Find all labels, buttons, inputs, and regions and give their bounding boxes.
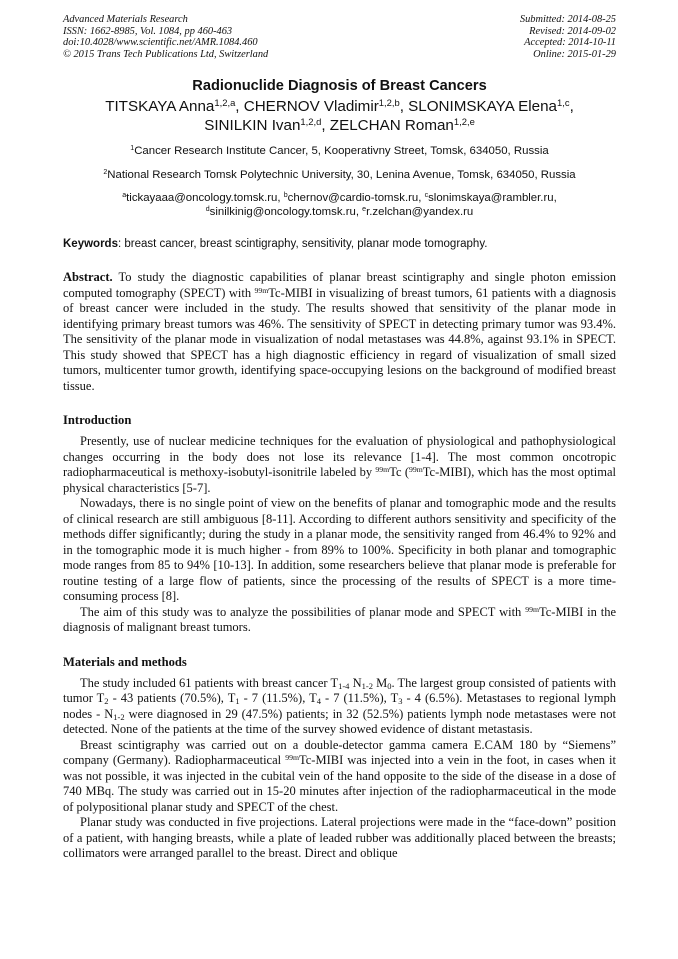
paragraph-text: - 4 (6.5%). Metastases to regional lymph nodes - N bbox=[63, 691, 616, 721]
keywords-text: : breast cancer, breast scintigraphy, sensitivity, planar mode tomography. bbox=[117, 238, 488, 251]
paragraph-text: Tc-MIBI was injected into a vein in the foot, in cases when it was not possible, it was injected in the cubital vein of the hand opposite to the side of the disease in a dose of 740 MBq. The study was carried out in 15-20 minutes after injection of the radiopharmaceutical in the mode of polypositional planar study and SPECT of the chest. bbox=[63, 753, 616, 814]
section-heading-introduction: Introduction bbox=[63, 413, 132, 428]
date-submitted: Submitted: 2014-08-25 bbox=[519, 14, 616, 25]
subscript: 1-2 bbox=[113, 712, 125, 722]
intro-paragraph-1 bbox=[63, 434, 616, 496]
email-text: slonimskaya@rambler.ru, bbox=[428, 192, 557, 205]
isotope-sup: 99m bbox=[409, 465, 423, 475]
author-name: TITSKAYA Anna bbox=[105, 98, 215, 116]
abstract bbox=[63, 270, 616, 394]
author-emails bbox=[63, 192, 616, 219]
paragraph-text: were diagnosed in 29 (47.5%) patients; in 32 (52.5%) patients lymph node metastases were not detected. None of the patients at the time of the survey showed evidence of distant metastasis. bbox=[63, 706, 616, 737]
subscript: 1-2 bbox=[361, 681, 373, 691]
isotope-sup: 99m bbox=[525, 604, 539, 614]
affiliation-text: National Research Tomsk Polytechnic University, 30, Lenina Avenue, Tomsk, 634050, Russia bbox=[107, 169, 576, 182]
paragraph-text: M bbox=[372, 675, 388, 690]
email-sup: a bbox=[122, 192, 127, 200]
abstract-label: Abstract. bbox=[63, 270, 113, 285]
abstract-text: To study the diagnostic capabilities of planar breast scintigraphy and single photon emission computed tomography (SPECT) with bbox=[63, 270, 616, 300]
author-list bbox=[63, 98, 616, 135]
subscript: 2 bbox=[104, 696, 109, 707]
paragraph-text: Tc-MIBI), which has the most optimal physical characteristics [5-7]. bbox=[63, 465, 616, 495]
intro-paragraph-2: Nowadays, there is no single point of view on the benefits of planar and tomographic mode and the results of clinical research are still ambiguous [8-11]. According to different authors sensitivity and specificity of the methods differ significantly; during the study in a planar mode, the sensitivity ranged from 46.4% to 92% and in the tomographic mode it is much higher - from 89% to 100%. Specificity in both planar and tomographic mode ranges from 85 to 94% [10-13]. In addition, some researchers believe that planar mode is preferable for routine testing of a large flow of patients, since the processing of the results of SPECT is a more time-consuming process [8]. bbox=[63, 496, 616, 604]
author-sup: 1,c bbox=[557, 97, 570, 109]
journal-header bbox=[63, 14, 616, 60]
journal-issn: ISSN: 1662-8985, Vol. 1084, pp 460-463 bbox=[63, 25, 233, 37]
isotope-sup: 99m bbox=[375, 465, 390, 475]
affiliation-1 bbox=[63, 144, 616, 158]
paper-dates bbox=[520, 14, 616, 60]
paragraph-text: - 43 patients (70.5%), T bbox=[108, 691, 236, 706]
paragraph-text: Breast scintigraphy was carried out on a double-detector gamma camera E.CAM 180 by “Siemens” company (Germany). Radiopharmaceutical bbox=[63, 737, 616, 768]
author-sup: 1,2,a bbox=[214, 97, 236, 109]
date-accepted: Accepted: 2014-10-11 bbox=[524, 37, 616, 49]
author-name: SINILKIN Ivan bbox=[204, 116, 301, 134]
paragraph-text: Tc ( bbox=[389, 465, 410, 480]
author-sup: 1,2,e bbox=[453, 115, 475, 127]
author-sep: , bbox=[569, 98, 574, 116]
author-name: SLONIMSKAYA Elena bbox=[408, 98, 558, 116]
paragraph-text: Presently, use of nuclear medicine techniques for the evaluation of physiological and pathophysiological changes occurring in the body does not lose its relevance [1-4]. The most common oncotropic radiopharmaceutical is methoxy-isobutyl-isonitrile labeled by bbox=[63, 434, 616, 480]
author-name: CHERNOV Vladimir bbox=[243, 98, 379, 116]
paper-title: Radionuclide Diagnosis of Breast Cancers bbox=[192, 78, 487, 95]
isotope-sup: 99m bbox=[285, 753, 299, 763]
journal-doi: doi:10.4028/www.scientific.net/AMR.1084.460 bbox=[63, 37, 258, 49]
journal-name: Advanced Materials Research bbox=[63, 14, 188, 25]
subscript: 1 bbox=[235, 696, 240, 707]
author-sup: 1,2,d bbox=[300, 115, 322, 127]
subscript: 4 bbox=[316, 696, 322, 707]
paragraph-text: The aim of this study was to analyze the possibilities of planar mode and SPECT with bbox=[80, 604, 526, 619]
paper-page bbox=[63, 14, 616, 862]
paragraph-text: Tc-MIBI in the diagnosis of malignant breast tumors. bbox=[63, 604, 616, 635]
methods-paragraph-2 bbox=[63, 738, 616, 816]
subscript: 3 bbox=[398, 696, 403, 707]
email-text: r.zelchan@yandex.ru bbox=[366, 205, 474, 218]
abstract-text: Tc-MIBI in visualizing of breast tumors, 61 patients with a diagnosis of breast cancer were included in the study. The results showed that sensitivity of the planar mode in identifying primary breast tumors was 46%. The sensitivity of SPECT in detecting primary tumor was 93.4%. The sensitivity of the planar mode in visualization of nodal metastases was 44.8%, against 93.1% in SPECT. This study showed that SPECT has a high diagnostic efficiency in regard of visualization of small sized tumors, multicenter tumor growth, identifying space-occupying lesions on the background of modified breast tissue. bbox=[63, 285, 616, 393]
paragraph-text: - 7 (11.5%), T bbox=[239, 691, 317, 706]
affiliation-text: Cancer Research Institute Cancer, 5, Kooperativny Street, Tomsk, 634050, Russia bbox=[134, 145, 549, 158]
email-sup: b bbox=[283, 192, 288, 200]
methods-paragraph-3: Planar study was conducted in five projections. Lateral projections were made in the “face-down” position of a patient, with hanging breasts, while a plate of leaded rubber was additionally placed between the breasts; collimators were arranged parallel to the breast. Direct and oblique bbox=[63, 815, 616, 861]
isotope-sup: 99m bbox=[254, 285, 269, 295]
author-name: ZELCHAN Roman bbox=[329, 116, 454, 134]
date-revised: Revised: 2014-09-02 bbox=[529, 25, 616, 37]
methods-paragraph-1 bbox=[63, 676, 616, 738]
section-heading-materials-methods: Materials and methods bbox=[63, 654, 187, 669]
journal-info bbox=[63, 14, 268, 60]
paragraph-text: . The largest group consisted of patients with tumor T bbox=[63, 675, 617, 706]
email-text: chernov@cardio-tomsk.ru, bbox=[287, 192, 425, 205]
journal-copyright: © 2015 Trans Tech Publications Ltd, Switzerland bbox=[63, 48, 269, 60]
subscript: 1-4 bbox=[338, 681, 350, 691]
author-sup: 1,2,b bbox=[378, 97, 400, 109]
email-sup: d bbox=[205, 206, 210, 213]
affiliation-sup: 1 bbox=[130, 145, 135, 153]
date-online: Online: 2015-01-29 bbox=[533, 48, 616, 60]
keywords bbox=[63, 237, 616, 251]
paragraph-text: N bbox=[349, 675, 362, 690]
paragraph-text: - 7 (11.5%), T bbox=[321, 691, 399, 706]
author-sep: , bbox=[235, 98, 244, 116]
subscript: 0 bbox=[387, 681, 392, 691]
email-text: tickayaaa@oncology.tomsk.ru, bbox=[126, 192, 284, 205]
intro-paragraph-3 bbox=[63, 605, 616, 636]
email-sup: e bbox=[362, 206, 367, 213]
email-sup: c bbox=[424, 192, 429, 200]
affiliation-2 bbox=[63, 168, 616, 182]
paragraph-text: The study included 61 patients with breast cancer T bbox=[80, 675, 339, 690]
affiliation-sup: 2 bbox=[103, 169, 108, 177]
author-sep: , bbox=[321, 116, 330, 134]
keywords-label: Keywords bbox=[63, 238, 118, 251]
email-text: sinilkinig@oncology.tomsk.ru, bbox=[209, 205, 363, 218]
author-sep: , bbox=[399, 98, 409, 116]
